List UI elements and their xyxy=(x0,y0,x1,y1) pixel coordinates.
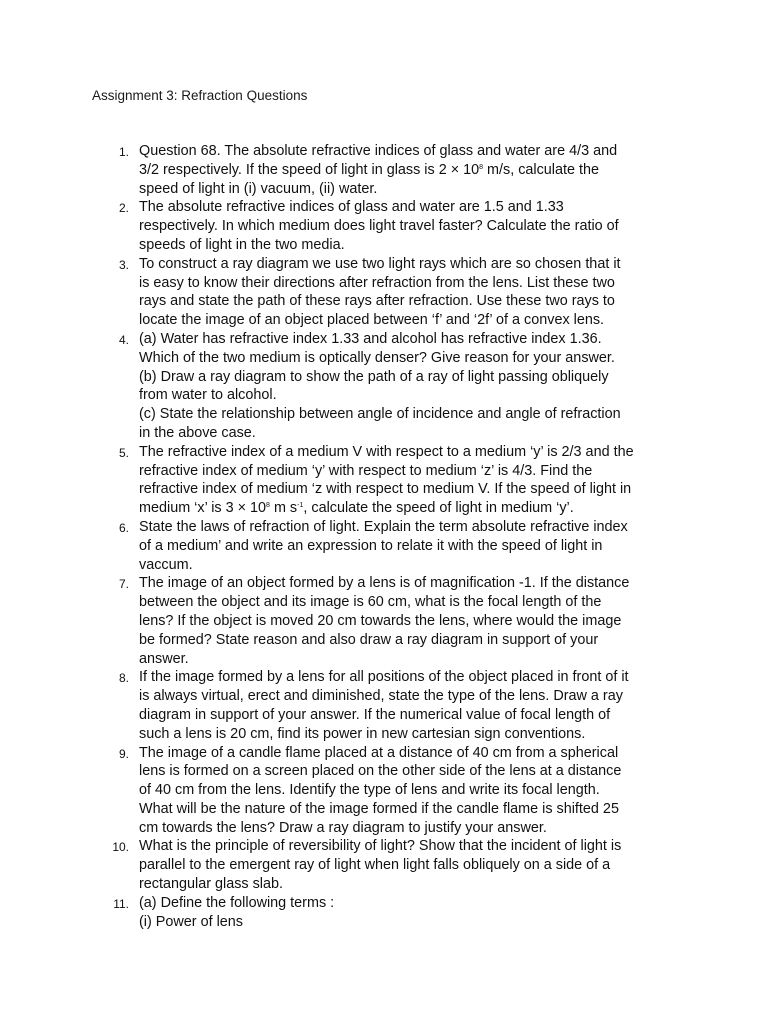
question-line: such a lens is 20 cm, find its power in new cartesian sign conventions. xyxy=(139,725,586,742)
question-line: The image of a candle flame placed at a distance of 40 cm from a spherical xyxy=(139,744,619,761)
question-line: diagram in support of your answer. If the numerical value of focal length of xyxy=(139,706,611,723)
question-number: 2. xyxy=(118,201,129,216)
question-item xyxy=(0,255,768,330)
question-line: (b) Draw a ray diagram to show the path of a ray of light passing obliquely xyxy=(139,368,609,385)
question-item xyxy=(0,330,768,443)
question-line: speed of light in (i) vacuum, (ii) water. xyxy=(139,180,378,197)
question-text xyxy=(139,198,678,254)
question-number: 7. xyxy=(118,577,129,592)
question-line: from water to alcohol. xyxy=(139,387,277,404)
question-item xyxy=(0,142,768,198)
question-line: What will be the nature of the image formed if the candle flame is shifted 25 xyxy=(139,800,619,817)
question-line: is easy to know their directions after refraction from the lens. List these two xyxy=(139,274,615,291)
question-text xyxy=(139,518,678,574)
question-item xyxy=(0,518,768,574)
question-line: medium ‘x’ is $3 \times 10^8$ m $s^{-1}$, calculate the speed of light in medium ‘y’. xyxy=(139,500,574,517)
question-text xyxy=(139,142,678,198)
question-item xyxy=(0,198,768,254)
question-line: answer. xyxy=(139,650,189,667)
question-number: 5. xyxy=(118,445,129,460)
question-line: rectangular glass slab. xyxy=(139,876,283,893)
question-line: speeds of light in the two media. xyxy=(139,236,345,253)
question-item xyxy=(0,744,768,838)
question-line: lens is formed on a screen placed on the other side of the lens at a distance xyxy=(139,763,622,780)
question-line: vaccum. xyxy=(139,556,193,573)
question-text xyxy=(139,330,678,443)
question-list xyxy=(0,142,768,931)
question-text xyxy=(139,255,678,330)
document-title: Assignment 3: Refraction Questions xyxy=(92,88,308,103)
question-line: (c) State the relationship between angle of incidence and angle of refraction xyxy=(139,406,621,423)
question-line: The refractive index of a medium V with respect to a medium ‘y’ is 2/3 and the xyxy=(139,443,634,460)
question-text xyxy=(139,668,678,743)
question-line: The absolute refractive indices of glass and water are 1.5 and 1.33 xyxy=(139,199,564,216)
question-line: rays and state the path of these rays after refraction. Use these two rays to xyxy=(139,293,615,310)
question-item xyxy=(0,837,768,893)
question-item xyxy=(0,574,768,668)
question-text xyxy=(139,574,678,668)
question-line: be formed? State reason and also draw a ray diagram in support of your xyxy=(139,631,599,648)
question-text xyxy=(139,443,678,518)
question-line: Question 68. The absolute refractive indices of glass and water are 4/3 and xyxy=(139,143,618,159)
question-line: locate the image of an object placed between ‘f’ and ‘2f’ of a convex lens. xyxy=(139,312,605,329)
question-line: respectively. In which medium does light travel faster? Calculate the ratio of xyxy=(139,218,619,235)
question-line: If the image formed by a lens for all positions of the object placed in front of it xyxy=(139,669,629,686)
question-line: is always virtual, erect and diminished, state the type of the lens. Draw a ray xyxy=(139,688,623,705)
question-line: State the laws of refraction of light. Explain the term absolute refractive index xyxy=(139,518,628,535)
question-line: between the object and its image is 60 cm, what is the focal length of the xyxy=(139,594,602,611)
question-line: of a medium’ and write an expression to relate it with the speed of light in xyxy=(139,537,603,554)
question-number: 6. xyxy=(118,520,129,535)
question-number: 8. xyxy=(118,671,129,686)
question-line: parallel to the emergent ray of light when light falls obliquely on a side of a xyxy=(139,857,611,874)
question-line: lens? If the object is moved 20 cm towards the lens, where would the image xyxy=(139,612,622,629)
question-line: (i) Power of lens xyxy=(139,913,243,930)
question-line: What is the principle of reversibility of light? Show that the incident of light is xyxy=(139,838,622,855)
question-number: 1. xyxy=(118,145,129,159)
question-line: (a) Define the following terms : xyxy=(139,894,335,911)
question-item xyxy=(0,894,768,932)
question-line: 3/2 respectively. If the speed of light in glass is $2 \times 10^8$ m/s, calculate the xyxy=(139,161,599,178)
question-line: refractive index of medium ‘y’ with respect to medium ‘z’ is 4/3. Find the xyxy=(139,462,593,479)
question-number: 10. xyxy=(112,840,129,855)
question-text xyxy=(139,837,678,893)
question-number: 9. xyxy=(118,746,129,761)
question-item xyxy=(0,443,768,518)
question-text xyxy=(139,744,678,838)
question-item xyxy=(0,668,768,743)
question-line: The image of an object formed by a lens is of magnification -1. If the distance xyxy=(139,575,630,592)
question-line: in the above case. xyxy=(139,424,256,441)
question-line: (a) Water has refractive index 1.33 and alcohol has refractive index 1.36. xyxy=(139,330,602,347)
question-line: refractive index of medium ‘z with respect to medium V. If the speed of light in xyxy=(139,481,632,498)
question-number: 4. xyxy=(118,332,129,347)
question-text xyxy=(139,894,678,932)
question-line: To construct a ray diagram we use two light rays which are so chosen that it xyxy=(139,255,621,272)
question-number: 11. xyxy=(113,896,129,911)
question-line: cm towards the lens? Draw a ray diagram to justify your answer. xyxy=(139,819,547,836)
question-line: of 40 cm from the lens. Identify the type of lens and write its focal length. xyxy=(139,782,600,799)
question-line: Which of the two medium is optically denser? Give reason for your answer. xyxy=(139,349,615,366)
question-number: 3. xyxy=(118,257,129,272)
